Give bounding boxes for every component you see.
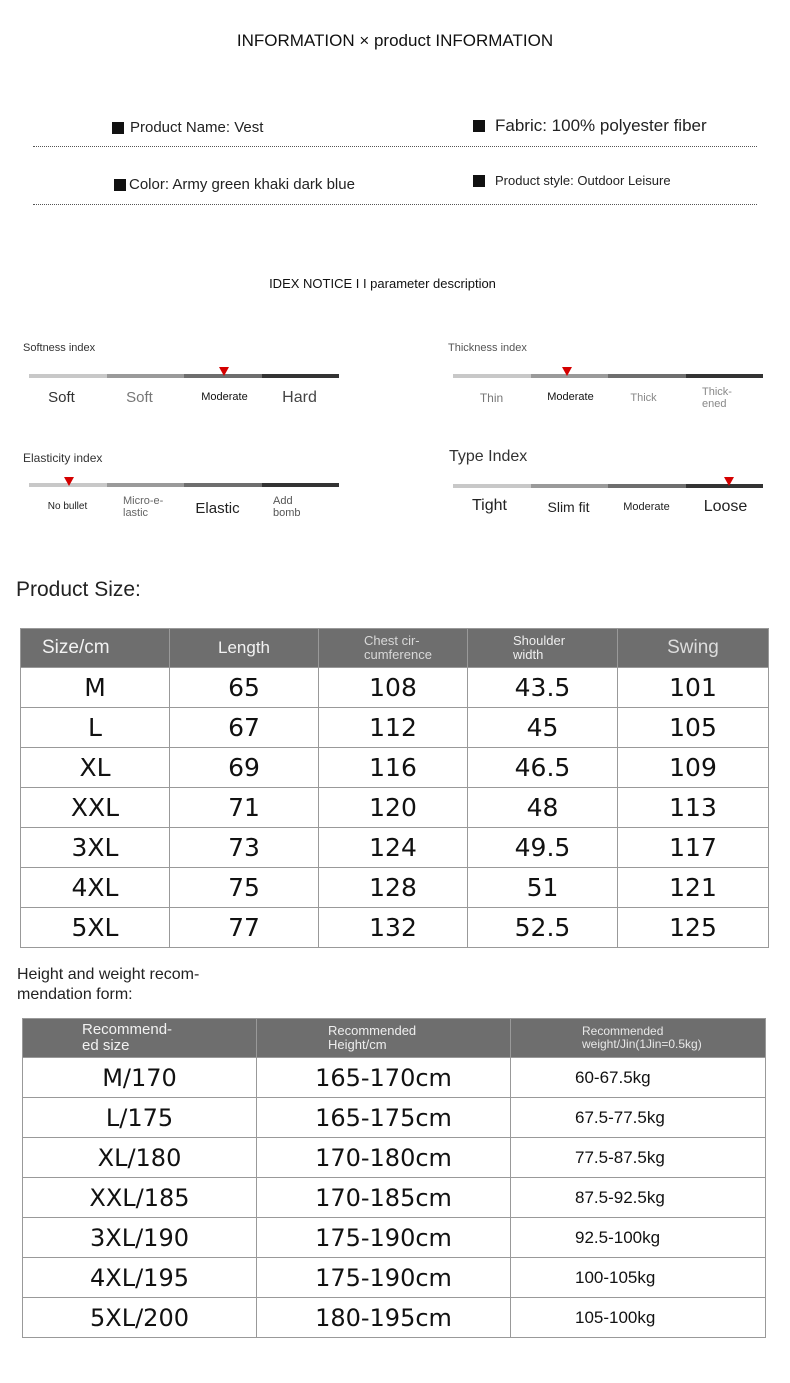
size-header-cell: Length [170, 629, 319, 668]
table-row [23, 1058, 766, 1098]
rec-weight-cell: 92.5-100kg [511, 1218, 766, 1258]
rec-height-cell: 165-170cm [257, 1058, 511, 1098]
gauge-level: Thin [479, 391, 504, 405]
rec-header-cell: Recommend- ed size [23, 1019, 257, 1058]
table-row [21, 788, 769, 828]
rec-weight-cell: 67.5-77.5kg [511, 1098, 766, 1138]
thickness-gauge [447, 342, 757, 412]
gauge-level: Elastic [195, 500, 240, 517]
rec-table-header [23, 1019, 766, 1058]
size-cell: 45 [468, 708, 618, 748]
gauge-level: No bullet [47, 501, 88, 512]
size-header-cell: Size/cm [21, 629, 170, 668]
info-style-text: Product style: Outdoor Leisure [495, 173, 671, 188]
gauge-marker-icon [64, 477, 74, 486]
size-cell: 49.5 [468, 828, 618, 868]
rec-height-cell: 165-175cm [257, 1098, 511, 1138]
gauge-marker-icon [562, 367, 572, 376]
table-row [23, 1098, 766, 1138]
table-row [21, 868, 769, 908]
table-row [23, 1298, 766, 1338]
info-color [114, 176, 355, 193]
size-cell: 128 [319, 868, 468, 908]
size-cell: 101 [618, 668, 769, 708]
size-cell: 67 [170, 708, 319, 748]
recommendation-table [22, 1018, 766, 1338]
gauge-level: Moderate [623, 501, 670, 513]
gauge-marker-icon [724, 477, 734, 486]
dotted-divider [33, 204, 757, 205]
size-header-cell: Swing [618, 629, 769, 668]
table-row [23, 1138, 766, 1178]
gauge-bar [29, 483, 339, 487]
gauge-bar [29, 374, 339, 378]
gauge-level: Moderate [547, 391, 594, 403]
softness-gauge [23, 342, 333, 412]
size-cell: 73 [170, 828, 319, 868]
size-cell: 48 [468, 788, 618, 828]
rec-header-cell: Recommended Height/cm [257, 1019, 511, 1058]
gauge-level: Thick- ened [702, 386, 732, 410]
elasticity-gauge [23, 451, 333, 521]
size-cell: 120 [319, 788, 468, 828]
gauge-level: Loose [703, 498, 748, 515]
gauge-marker-icon [219, 367, 229, 376]
rec-height-cell: 180-195cm [257, 1298, 511, 1338]
size-header-cell: Chest cir- cumference [319, 629, 468, 668]
info-product-name [112, 119, 263, 136]
rec-size-cell: L/175 [23, 1098, 257, 1138]
size-cell: XXL [21, 788, 170, 828]
bullet-square-icon [114, 179, 126, 191]
size-cell: 112 [319, 708, 468, 748]
table-row [21, 828, 769, 868]
dotted-divider [33, 146, 757, 147]
gauge-bar [453, 484, 763, 488]
info-fabric [473, 116, 707, 136]
rec-weight-cell: 77.5-87.5kg [511, 1138, 766, 1178]
size-cell: 65 [170, 668, 319, 708]
size-cell: 124 [319, 828, 468, 868]
product-size-title: Product Size: [16, 578, 141, 601]
type-gauge-label: Type Index [449, 448, 528, 465]
size-cell: 125 [618, 908, 769, 948]
size-table [20, 628, 769, 948]
rec-weight-cell: 100-105kg [511, 1258, 766, 1298]
size-cell: 108 [319, 668, 468, 708]
size-cell: 5XL [21, 908, 170, 948]
size-cell: 43.5 [468, 668, 618, 708]
bullet-square-icon [473, 120, 485, 132]
rec-size-cell: 5XL/200 [23, 1298, 257, 1338]
rec-header-cell: Recommended weight/Jin(1Jin=0.5kg) [511, 1019, 766, 1058]
size-cell: 109 [618, 748, 769, 788]
gauge-level: Slim fit [547, 499, 590, 515]
size-table-header [21, 629, 769, 668]
size-cell: 116 [319, 748, 468, 788]
rec-size-cell: XXL/185 [23, 1178, 257, 1218]
gauge-level: Soft [48, 389, 75, 406]
size-cell: 117 [618, 828, 769, 868]
gauge-level: Thick [630, 392, 657, 404]
index-section-title: IDEX NOTICE I I parameter description [269, 276, 496, 291]
size-cell: 113 [618, 788, 769, 828]
size-cell: 52.5 [468, 908, 618, 948]
rec-size-cell: 3XL/190 [23, 1218, 257, 1258]
rec-height-cell: 175-190cm [257, 1258, 511, 1298]
rec-size-cell: XL/180 [23, 1138, 257, 1178]
size-cell: XL [21, 748, 170, 788]
rec-height-cell: 170-185cm [257, 1178, 511, 1218]
rec-size-cell: M/170 [23, 1058, 257, 1098]
size-cell: 121 [618, 868, 769, 908]
rec-height-cell: 170-180cm [257, 1138, 511, 1178]
info-color-text: Color: Army green khaki dark blue [129, 176, 355, 193]
size-cell: M [21, 668, 170, 708]
thickness-gauge-label: Thickness index [448, 342, 527, 354]
gauge-level: Tight [472, 497, 507, 514]
table-row [21, 708, 769, 748]
info-fabric-text: Fabric: 100% polyester fiber [495, 116, 707, 135]
bullet-square-icon [473, 175, 485, 187]
size-cell: 132 [319, 908, 468, 948]
table-row [21, 908, 769, 948]
table-row [21, 668, 769, 708]
softness-gauge-label: Softness index [23, 342, 96, 354]
gauge-level: Add bomb [273, 495, 301, 519]
gauge-level: Moderate [201, 391, 248, 403]
size-cell: 75 [170, 868, 319, 908]
size-header-cell: Shoulder width [468, 629, 618, 668]
table-row [21, 748, 769, 788]
info-product-name-text: Product Name: Vest [130, 119, 264, 136]
gauge-level: Soft [126, 389, 153, 406]
bullet-square-icon [112, 122, 124, 134]
gauge-level: Hard [282, 389, 317, 406]
size-cell: 51 [468, 868, 618, 908]
page-title: INFORMATION × product INFORMATION [236, 31, 554, 50]
table-row [23, 1178, 766, 1218]
rec-weight-cell: 87.5-92.5kg [511, 1178, 766, 1218]
table-row [23, 1258, 766, 1298]
rec-weight-cell: 105-100kg [511, 1298, 766, 1338]
type-gauge [449, 448, 759, 520]
size-cell: 105 [618, 708, 769, 748]
gauge-bar [453, 374, 763, 378]
recommendation-title: Height and weight recom- mendation form: [17, 966, 200, 1003]
rec-height-cell: 175-190cm [257, 1218, 511, 1258]
size-cell: 71 [170, 788, 319, 828]
size-table-body [21, 668, 769, 948]
info-style [473, 173, 671, 188]
size-cell: 3XL [21, 828, 170, 868]
rec-size-cell: 4XL/195 [23, 1258, 257, 1298]
size-cell: 46.5 [468, 748, 618, 788]
size-cell: 69 [170, 748, 319, 788]
rec-weight-cell: 60-67.5kg [511, 1058, 766, 1098]
size-cell: 4XL [21, 868, 170, 908]
size-cell: L [21, 708, 170, 748]
rec-table-body [23, 1058, 766, 1338]
elasticity-gauge-label: Elasticity index [23, 451, 103, 465]
size-cell: 77 [170, 908, 319, 948]
gauge-level: Micro-e- lastic [123, 495, 164, 519]
table-row [23, 1218, 766, 1258]
